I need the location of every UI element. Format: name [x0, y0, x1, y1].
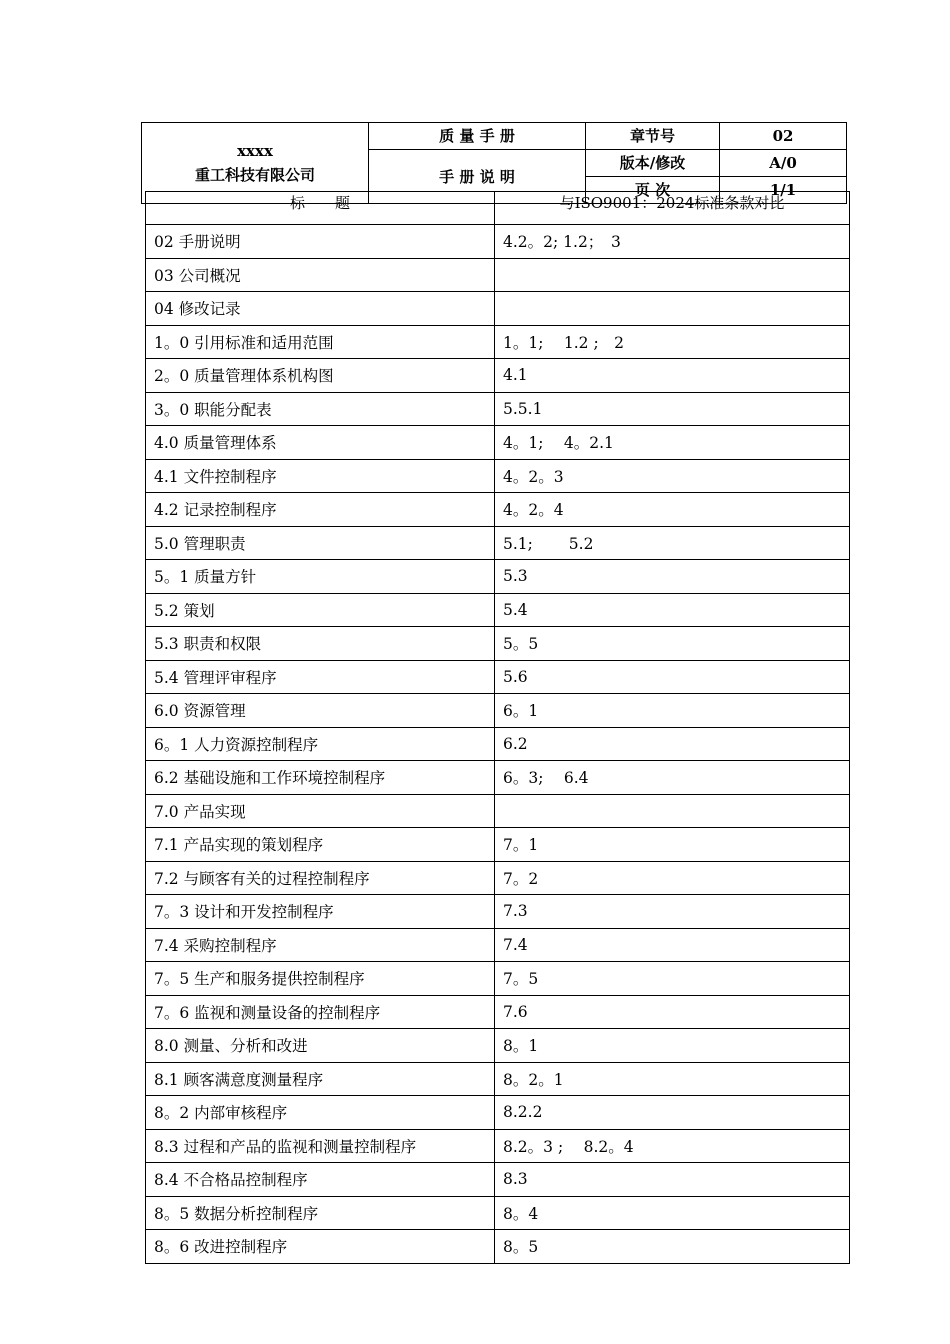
row-clause — [495, 794, 850, 828]
table-row — [146, 861, 850, 895]
chapter-label: 章节号 — [586, 123, 720, 150]
row-title: 7。6 监视和测量设备的控制程序 — [146, 995, 495, 1029]
page-value: 1/1 — [720, 177, 847, 204]
row-clause: 5.1; 5.2 — [495, 526, 850, 560]
row-title: 7。5 生产和服务提供控制程序 — [146, 962, 495, 996]
table-row — [146, 359, 850, 393]
table-row — [146, 426, 850, 460]
row-title: 8.0 测量、分析和改进 — [146, 1029, 495, 1063]
table-row — [146, 895, 850, 929]
row-clause: 8。5 — [495, 1230, 850, 1264]
row-clause: 8。2。1 — [495, 1062, 850, 1096]
row-clause: 4。1; 4。2.1 — [495, 426, 850, 460]
row-clause: 8.2。3 ; 8.2。4 — [495, 1129, 850, 1163]
row-clause: 6。1 — [495, 694, 850, 728]
clause-table — [145, 191, 850, 1264]
table-row — [146, 627, 850, 661]
chapter-value: 02 — [720, 123, 847, 150]
row-title: 7.2 与顾客有关的过程控制程序 — [146, 861, 495, 895]
row-title: 6。1 人力资源控制程序 — [146, 727, 495, 761]
table-row — [146, 292, 850, 326]
table-row — [146, 325, 850, 359]
row-title: 8。2 内部审核程序 — [146, 1096, 495, 1130]
table-row — [146, 928, 850, 962]
row-clause: 5。5 — [495, 627, 850, 661]
row-title: 8.1 顾客满意度测量程序 — [146, 1062, 495, 1096]
col-title-header: 标 题 — [146, 192, 495, 225]
table-row — [146, 1196, 850, 1230]
table-row — [146, 526, 850, 560]
version-label: 版本/修改 — [586, 150, 720, 177]
row-title: 8。6 改进控制程序 — [146, 1230, 495, 1264]
row-clause: 6.2 — [495, 727, 850, 761]
company-name: 重工科技有限公司 — [194, 166, 315, 184]
row-clause: 8.3 — [495, 1163, 850, 1197]
row-clause: 6。3; 6.4 — [495, 761, 850, 795]
row-clause: 8。1 — [495, 1029, 850, 1063]
row-title: 8.3 过程和产品的监视和测量控制程序 — [146, 1129, 495, 1163]
company-code: xxxx — [237, 142, 273, 160]
table-row — [146, 995, 850, 1029]
row-title: 4.0 质量管理体系 — [146, 426, 495, 460]
table-row — [146, 560, 850, 594]
row-title: 5.2 策划 — [146, 593, 495, 627]
row-title: 3。0 职能分配表 — [146, 392, 495, 426]
row-title: 7。3 设计和开发控制程序 — [146, 895, 495, 929]
row-title: 6.0 资源管理 — [146, 694, 495, 728]
row-clause: 5.6 — [495, 660, 850, 694]
row-title: 5.4 管理评审程序 — [146, 660, 495, 694]
row-title: 7.4 采购控制程序 — [146, 928, 495, 962]
row-clause — [495, 292, 850, 326]
row-title: 02 手册说明 — [146, 225, 495, 259]
table-row — [146, 392, 850, 426]
row-clause: 7.6 — [495, 995, 850, 1029]
row-title: 4.1 文件控制程序 — [146, 459, 495, 493]
table-row — [146, 493, 850, 527]
col-clause-header: 与ISO9001：2024标准条款对比 — [495, 192, 850, 225]
row-clause: 4.2。2; 1.2； 3 — [495, 225, 850, 259]
row-title: 04 修改记录 — [146, 292, 495, 326]
row-clause: 4.1 — [495, 359, 850, 393]
version-value: A/0 — [720, 150, 847, 177]
row-title: 03 公司概况 — [146, 258, 495, 292]
table-row — [146, 225, 850, 259]
row-clause: 7。5 — [495, 962, 850, 996]
manual-title: 质 量 手 册 — [369, 123, 586, 150]
table-row — [146, 258, 850, 292]
row-title: 7.1 产品实现的策划程序 — [146, 828, 495, 862]
table-row — [146, 694, 850, 728]
row-clause — [495, 258, 850, 292]
row-clause: 1。1; 1.2 ; 2 — [495, 325, 850, 359]
row-title: 8.4 不合格品控制程序 — [146, 1163, 495, 1197]
table-row — [146, 794, 850, 828]
table-row — [146, 1163, 850, 1197]
table-row — [146, 761, 850, 795]
table-row — [146, 1096, 850, 1130]
section-title: 手 册 说 明 — [369, 150, 586, 204]
row-title: 7.0 产品实现 — [146, 794, 495, 828]
table-row — [146, 828, 850, 862]
table-row — [146, 1029, 850, 1063]
table-row — [146, 962, 850, 996]
table-row — [146, 1129, 850, 1163]
table-row — [146, 727, 850, 761]
table-row — [146, 459, 850, 493]
page-label: 页 次 — [586, 177, 720, 204]
row-title: 5.3 职责和权限 — [146, 627, 495, 661]
row-clause: 8。4 — [495, 1196, 850, 1230]
table-header-row — [146, 192, 850, 225]
row-clause: 7。1 — [495, 828, 850, 862]
table-row — [146, 1230, 850, 1264]
row-clause: 5.4 — [495, 593, 850, 627]
table-row — [146, 660, 850, 694]
row-clause: 7。2 — [495, 861, 850, 895]
row-clause: 7.3 — [495, 895, 850, 929]
row-clause: 4。2。4 — [495, 493, 850, 527]
row-title: 4.2 记录控制程序 — [146, 493, 495, 527]
row-clause: 7.4 — [495, 928, 850, 962]
row-clause: 5.5.1 — [495, 392, 850, 426]
row-clause: 8.2.2 — [495, 1096, 850, 1130]
row-clause: 5.3 — [495, 560, 850, 594]
row-clause: 4。2。3 — [495, 459, 850, 493]
row-title: 5。1 质量方针 — [146, 560, 495, 594]
row-title: 8。5 数据分析控制程序 — [146, 1196, 495, 1230]
table-row — [146, 1062, 850, 1096]
table-body — [146, 225, 850, 1264]
row-title: 5.0 管理职责 — [146, 526, 495, 560]
row-title: 2。0 质量管理体系机构图 — [146, 359, 495, 393]
row-title: 6.2 基础设施和工作环境控制程序 — [146, 761, 495, 795]
table-row — [146, 593, 850, 627]
row-title: 1。0 引用标准和适用范围 — [146, 325, 495, 359]
